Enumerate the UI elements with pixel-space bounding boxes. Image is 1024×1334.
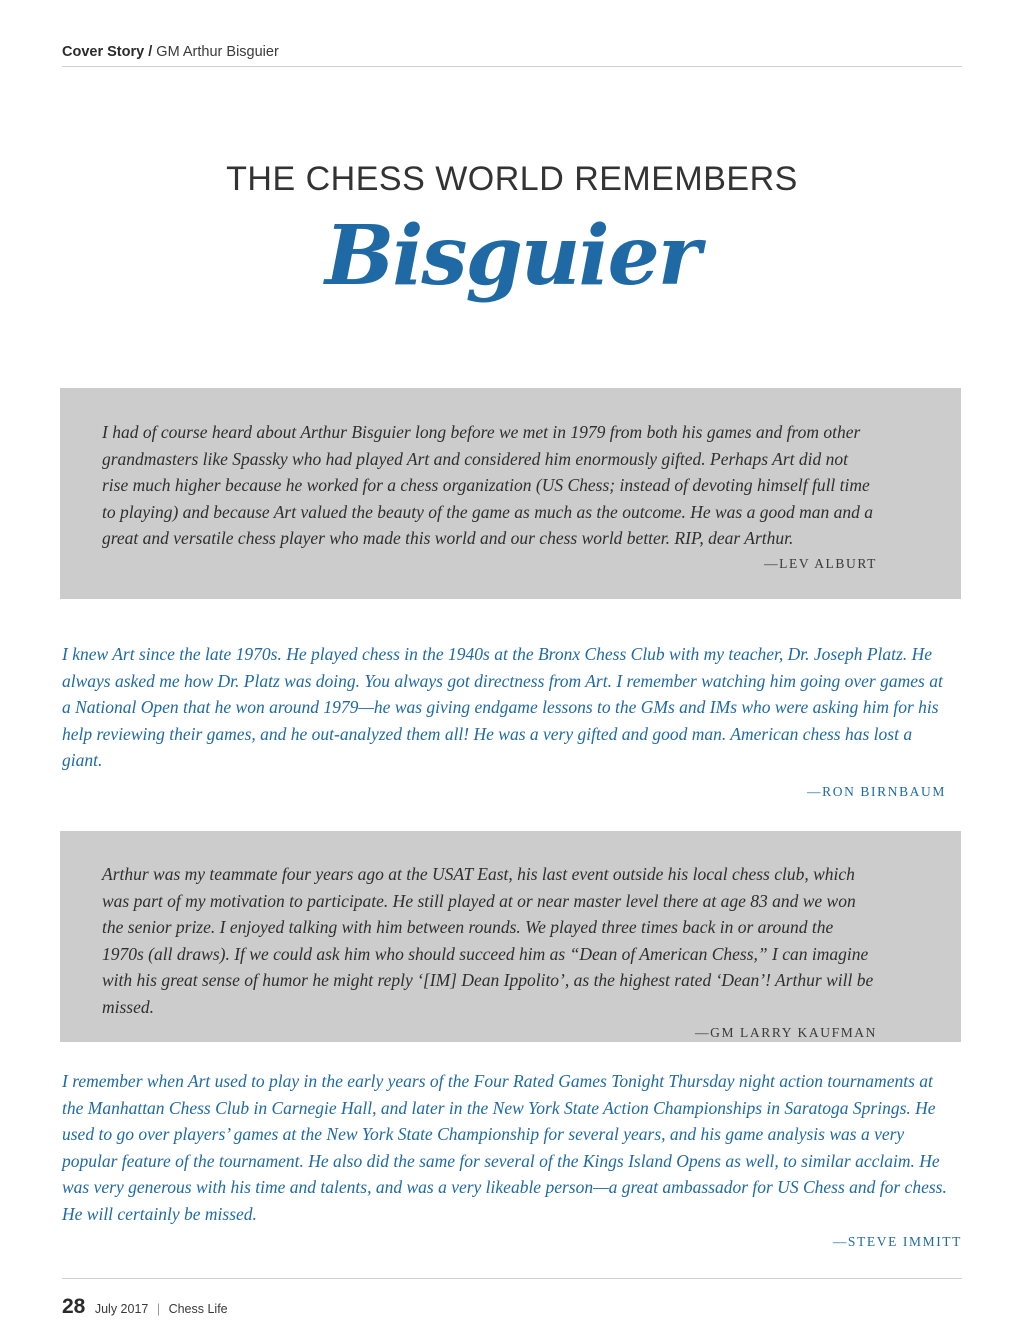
tribute-author: —GM LARRY KAUFMAN — [695, 1024, 877, 1040]
tribute-text: I had of course heard about Arthur Bisguier long before we met in 1979 from both his games and from other grandmasters like Spassky who had played Art and considered him enormously gifted. Perhaps Art did not rise much higher because he worked for a chess organization (US Chess; instead of devoting himself full time to playing) and because Art valued the beauty of the game as much as the outcome. He was a good man and a great and versatile chess player who made this world and our chess world better. RIP, dear Arthur. — [102, 422, 873, 549]
tribute-text: I knew Art since the late 1970s. He played chess in the 1940s at the Bronx Chess Club with my teacher, Dr. Joseph Platz. He always asked me how Dr. Platz was doing. You always got directness from Art. I remember watching him going over games at a National Open that he won around 1979—he was giving endgame lessons to the GMs and IMs who were asking him for his help reviewing their games, and he out-analyzed them all! He was a very gifted and good man. American chess has lost a giant. — [62, 644, 943, 771]
page-number: 28 — [62, 1295, 86, 1318]
tribute-box-1 — [60, 388, 961, 599]
footer-divider: | — [156, 1302, 161, 1316]
tribute-2 — [62, 641, 962, 800]
tribute-text: I remember when Art used to play in the early years of the Four Rated Games Tonight Thursday night action tournaments at the Manhattan Chess Club in Carnegie Hall, and later in the New York State Action Championships in Saratoga Springs. He used to go over players’ games at the New York State Championship for several years, and his game analysis was a very popular feature of the tournament. He also did the same for several of the Kings Island Opens as well, to similar acclaim. He was very generous with his time and talents, and was a very likeable person—a great ambassador for US Chess and for chess. He will certainly be missed. — [62, 1071, 947, 1224]
magazine-name: Chess Life — [168, 1302, 228, 1316]
header-subject: GM Arthur Bisguier — [156, 44, 279, 60]
running-header — [62, 44, 962, 60]
header-separator: / — [148, 44, 153, 60]
issue-date: July 2017 — [94, 1302, 149, 1316]
tribute-4 — [62, 1068, 962, 1250]
tribute-box-3 — [60, 831, 961, 1042]
tribute-author: —STEVE IMMITT — [832, 1233, 962, 1249]
footer-rule — [62, 1278, 962, 1279]
tribute-author: —LEV ALBURT — [764, 555, 877, 571]
article-kicker: THE CHESS WORLD REMEMBERS — [226, 160, 798, 198]
header-rule — [62, 66, 962, 67]
page-footer — [62, 1295, 228, 1319]
tribute-author: —RON BIRNBAUM — [807, 783, 946, 799]
tribute-text: Arthur was my teammate four years ago at the USAT East, his last event outside his local chess club, which was part of my motivation to participate. He still played at or near master level there at age 83 and we won the senior prize. I enjoyed talking with him between rounds. We played three times back in or around the 1970s (all draws). If we could ask him who should succeed him as “Dean of American Chess,” I can imagine with his great sense of humor he might reply ‘[IM] Dean Ippolito’, as the highest rated ‘Dean’! Arthur will be missed. — [102, 864, 874, 1017]
article-headline: Bisguier — [324, 208, 700, 304]
section-label: Cover Story — [62, 44, 145, 60]
